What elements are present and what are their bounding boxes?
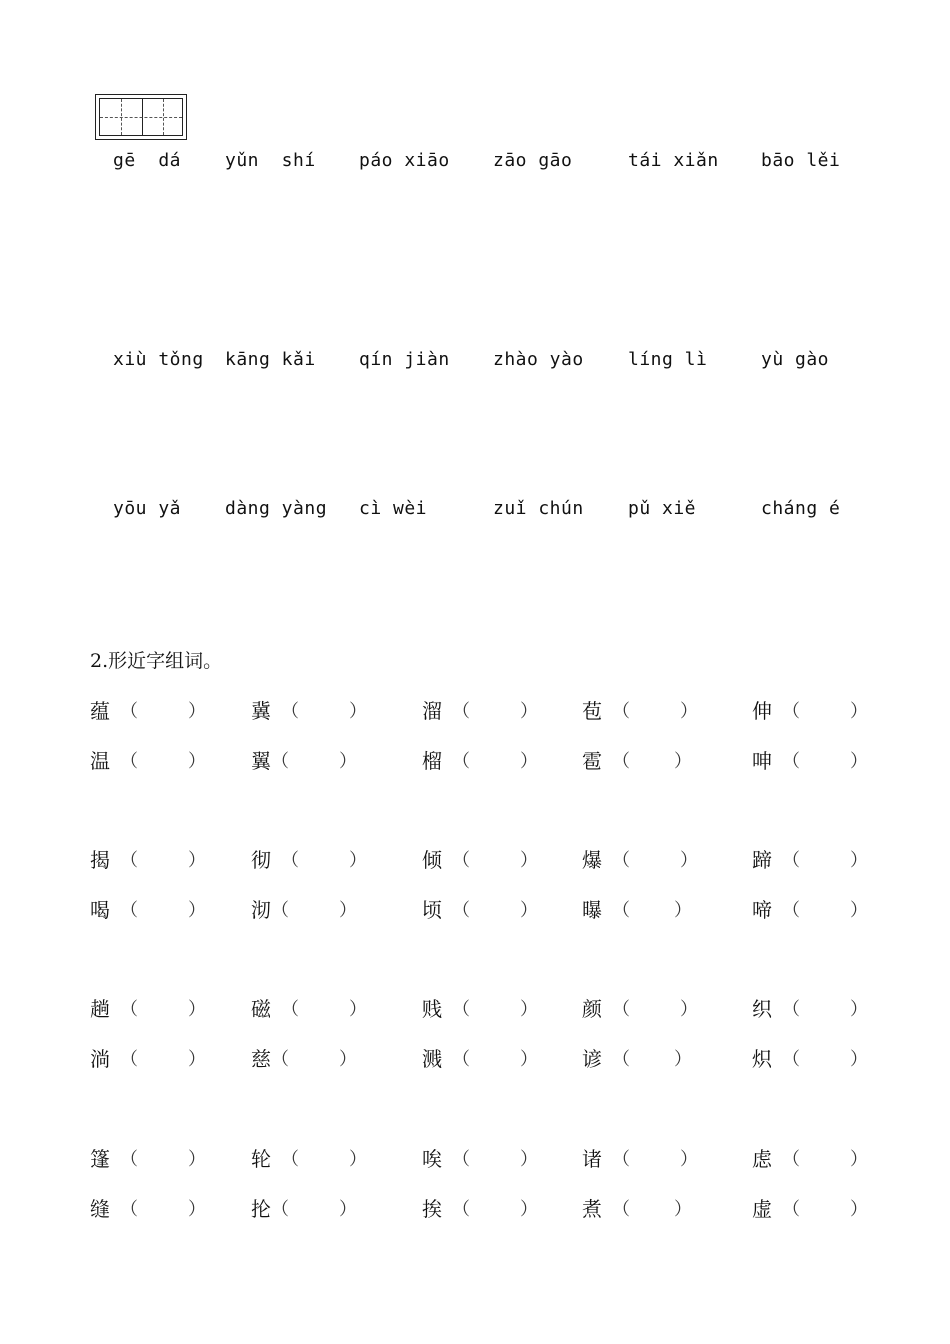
open-paren: （ — [782, 1149, 800, 1170]
close-paren: ） — [850, 1049, 868, 1070]
pinyin-word: yù gào — [761, 349, 830, 370]
answer-blank[interactable] — [299, 995, 345, 1019]
answer-blank[interactable] — [299, 697, 345, 721]
character: 慈 — [251, 1047, 271, 1071]
close-paren: ） — [520, 900, 538, 921]
open-paren: （ — [120, 1199, 138, 1220]
open-paren: （ — [612, 900, 630, 921]
close-paren: ） — [850, 751, 868, 772]
close-paren: ） — [850, 1199, 868, 1220]
answer-blank[interactable] — [630, 1045, 676, 1069]
character: 溜 — [422, 699, 442, 723]
pinyin-word: tái xiǎn — [628, 150, 719, 171]
open-paren: （ — [612, 999, 630, 1020]
open-paren: （ — [120, 1149, 138, 1170]
character: 磁 — [251, 997, 271, 1021]
answer-blank[interactable] — [800, 995, 846, 1019]
word-blank-item — [582, 745, 692, 774]
character: 彻 — [251, 848, 271, 872]
pinyin-word: bāo lěi — [761, 150, 841, 171]
answer-blank[interactable] — [630, 995, 676, 1019]
character: 趟 — [90, 997, 110, 1021]
open-paren: （ — [612, 1049, 630, 1070]
character: 顷 — [422, 898, 442, 922]
character: 贱 — [422, 997, 442, 1021]
close-paren: ） — [520, 850, 538, 871]
open-paren: （ — [782, 1199, 800, 1220]
character: 诸 — [582, 1147, 602, 1171]
open-paren: （ — [271, 751, 289, 772]
answer-blank[interactable] — [630, 846, 676, 870]
character: 虑 — [752, 1147, 772, 1171]
word-blank-item — [752, 745, 868, 774]
close-paren: ） — [850, 999, 868, 1020]
pinyin-word: zuǐ chún — [493, 498, 584, 519]
open-paren: （ — [612, 850, 630, 871]
word-blank-item — [90, 745, 206, 774]
word-blank-item — [422, 695, 538, 724]
open-paren: （ — [782, 1049, 800, 1070]
word-blank-item — [752, 1043, 868, 1072]
word-blank-item — [422, 745, 538, 774]
close-paren: ） — [349, 999, 367, 1020]
open-paren: （ — [281, 701, 299, 722]
answer-blank[interactable] — [138, 1145, 184, 1169]
word-blank-item — [582, 894, 692, 923]
character: 虚 — [752, 1197, 772, 1221]
close-paren: ） — [188, 850, 206, 871]
character: 缝 — [90, 1197, 110, 1221]
character: 揭 — [90, 848, 110, 872]
word-blank-item — [422, 1143, 538, 1172]
open-paren: （ — [782, 900, 800, 921]
close-paren: ） — [349, 850, 367, 871]
word-blank-item — [752, 695, 868, 724]
word-blank-item — [582, 1143, 698, 1172]
close-paren: ） — [850, 1149, 868, 1170]
word-blank-item — [90, 1193, 206, 1222]
pinyin-word: dàng yàng — [225, 498, 328, 519]
character: 冀 — [251, 699, 271, 723]
close-paren: ） — [188, 900, 206, 921]
word-blank-item — [582, 844, 698, 873]
answer-blank[interactable] — [138, 995, 184, 1019]
close-paren: ） — [349, 701, 367, 722]
section-2-title: 2.形近字组词。 — [90, 650, 223, 672]
close-paren: ） — [674, 1049, 692, 1070]
close-paren: ） — [850, 701, 868, 722]
open-paren: （ — [120, 850, 138, 871]
word-blank-item — [582, 1193, 692, 1222]
word-blank-item — [752, 1193, 868, 1222]
open-paren: （ — [452, 1149, 470, 1170]
pinyin-word: pǔ xiě — [628, 498, 697, 519]
word-blank-item — [422, 844, 538, 873]
word-blank-item — [90, 844, 206, 873]
open-paren: （ — [271, 1049, 289, 1070]
word-blank-item — [582, 1043, 692, 1072]
character: 抡 — [251, 1197, 271, 1221]
pinyin-word: páo xiāo — [359, 150, 450, 171]
open-paren: （ — [782, 850, 800, 871]
answer-blank[interactable] — [800, 846, 846, 870]
answer-blank[interactable] — [630, 896, 676, 920]
character: 煮 — [582, 1197, 602, 1221]
close-paren: ） — [339, 751, 357, 772]
open-paren: （ — [281, 1149, 299, 1170]
answer-blank[interactable] — [138, 896, 184, 920]
open-paren: （ — [120, 751, 138, 772]
character: 颜 — [582, 997, 602, 1021]
word-blank-item — [422, 1193, 538, 1222]
close-paren: ） — [850, 850, 868, 871]
open-paren: （ — [120, 999, 138, 1020]
character: 唉 — [422, 1147, 442, 1171]
character: 伸 — [752, 699, 772, 723]
answer-blank[interactable] — [138, 846, 184, 870]
open-paren: （ — [120, 701, 138, 722]
word-blank-item — [251, 745, 357, 774]
close-paren: ） — [188, 999, 206, 1020]
character: 挨 — [422, 1197, 442, 1221]
answer-blank[interactable] — [800, 697, 846, 721]
answer-blank[interactable] — [470, 1145, 516, 1169]
character: 谚 — [582, 1047, 602, 1071]
close-paren: ） — [520, 1049, 538, 1070]
pinyin-word: cì wèi — [359, 498, 428, 519]
character: 沏 — [251, 898, 271, 922]
word-blank-item — [90, 695, 206, 724]
close-paren: ） — [520, 751, 538, 772]
open-paren: （ — [612, 751, 630, 772]
open-paren: （ — [612, 701, 630, 722]
pinyin-word: zāo gāo — [493, 150, 573, 171]
answer-blank[interactable] — [630, 1195, 676, 1219]
character: 织 — [752, 997, 772, 1021]
open-paren: （ — [782, 751, 800, 772]
answer-blank[interactable] — [470, 995, 516, 1019]
answer-blank[interactable] — [800, 1045, 846, 1069]
word-blank-item — [251, 1193, 357, 1222]
answer-blank[interactable] — [470, 747, 516, 771]
close-paren: ） — [188, 1049, 206, 1070]
open-paren: （ — [452, 900, 470, 921]
open-paren: （ — [612, 1149, 630, 1170]
close-paren: ） — [680, 999, 698, 1020]
close-paren: ） — [680, 1149, 698, 1170]
answer-blank[interactable] — [800, 1145, 846, 1169]
close-paren: ） — [188, 1199, 206, 1220]
pinyin-word: xiù tǒng — [113, 349, 204, 370]
character: 倾 — [422, 848, 442, 872]
answer-blank[interactable] — [138, 1195, 184, 1219]
close-paren: ） — [674, 1199, 692, 1220]
open-paren: （ — [271, 1199, 289, 1220]
answer-blank[interactable] — [800, 1195, 846, 1219]
word-blank-item — [251, 1143, 367, 1172]
character: 苞 — [582, 699, 602, 723]
close-paren: ） — [520, 1149, 538, 1170]
word-blank-item — [251, 1043, 357, 1072]
word-blank-item — [582, 993, 698, 1022]
open-paren: （ — [120, 1049, 138, 1070]
open-paren: （ — [452, 1049, 470, 1070]
word-blank-item — [90, 894, 206, 923]
answer-blank[interactable] — [630, 747, 676, 771]
answer-blank[interactable] — [138, 747, 184, 771]
answer-blank[interactable] — [299, 1145, 345, 1169]
word-blank-item — [422, 894, 538, 923]
open-paren: （ — [452, 701, 470, 722]
pinyin-word: zhào yào — [493, 349, 584, 370]
open-paren: （ — [281, 999, 299, 1020]
word-blank-item — [582, 695, 698, 724]
word-blank-item — [251, 993, 367, 1022]
close-paren: ） — [188, 751, 206, 772]
answer-blank[interactable] — [470, 1195, 516, 1219]
open-paren: （ — [281, 850, 299, 871]
word-blank-item — [422, 1043, 538, 1072]
open-paren: （ — [782, 999, 800, 1020]
close-paren: ） — [520, 701, 538, 722]
answer-blank[interactable] — [470, 846, 516, 870]
character: 轮 — [251, 1147, 271, 1171]
answer-blank[interactable] — [470, 896, 516, 920]
answer-blank[interactable] — [470, 697, 516, 721]
character: 篷 — [90, 1147, 110, 1171]
character: 雹 — [582, 749, 602, 773]
character: 啼 — [752, 898, 772, 922]
word-blank-item — [251, 695, 367, 724]
answer-blank[interactable] — [800, 747, 846, 771]
close-paren: ） — [339, 1199, 357, 1220]
pinyin-word: líng lì — [628, 349, 708, 370]
open-paren: （ — [452, 850, 470, 871]
word-blank-item — [90, 993, 206, 1022]
word-blank-item — [752, 844, 868, 873]
pinyin-word: qín jiàn — [359, 349, 450, 370]
word-blank-item — [251, 844, 367, 873]
word-blank-item — [752, 993, 868, 1022]
close-paren: ） — [349, 1149, 367, 1170]
character: 温 — [90, 749, 110, 773]
close-paren: ） — [188, 701, 206, 722]
close-paren: ） — [520, 1199, 538, 1220]
open-paren: （ — [271, 900, 289, 921]
character: 呻 — [752, 749, 772, 773]
open-paren: （ — [452, 1199, 470, 1220]
close-paren: ） — [674, 751, 692, 772]
pinyin-word: yōu yǎ — [113, 498, 182, 519]
open-paren: （ — [120, 900, 138, 921]
character: 溅 — [422, 1047, 442, 1071]
character: 曝 — [582, 898, 602, 922]
word-blank-item — [90, 1043, 206, 1072]
character: 淌 — [90, 1047, 110, 1071]
answer-blank[interactable] — [470, 1045, 516, 1069]
open-paren: （ — [452, 751, 470, 772]
answer-blank[interactable] — [630, 697, 676, 721]
character: 蕴 — [90, 699, 110, 723]
open-paren: （ — [782, 701, 800, 722]
close-paren: ） — [339, 900, 357, 921]
pinyin-word: yǔn shí — [225, 150, 316, 171]
close-paren: ） — [339, 1049, 357, 1070]
character: 翼 — [251, 749, 271, 773]
word-blank-item — [752, 894, 868, 923]
open-paren: （ — [612, 1199, 630, 1220]
close-paren: ） — [188, 1149, 206, 1170]
close-paren: ） — [674, 900, 692, 921]
answer-blank[interactable] — [138, 1045, 184, 1069]
pinyin-word: cháng é — [761, 498, 841, 519]
pinyin-word: kāng kǎi — [225, 349, 316, 370]
character: 榴 — [422, 749, 442, 773]
character: 喝 — [90, 898, 110, 922]
character: 炽 — [752, 1047, 772, 1071]
word-blank-item — [251, 894, 357, 923]
close-paren: ） — [520, 999, 538, 1020]
pinyin-word: gē dá — [113, 150, 182, 171]
answer-blank[interactable] — [138, 697, 184, 721]
close-paren: ） — [680, 701, 698, 722]
answer-blank[interactable] — [299, 846, 345, 870]
character: 爆 — [582, 848, 602, 872]
character: 蹄 — [752, 848, 772, 872]
close-paren: ） — [680, 850, 698, 871]
word-blank-item — [90, 1143, 206, 1172]
word-blank-item — [752, 1143, 868, 1172]
word-blank-item — [422, 993, 538, 1022]
tianzige-writing-box — [95, 94, 187, 140]
answer-blank[interactable] — [630, 1145, 676, 1169]
open-paren: （ — [452, 999, 470, 1020]
close-paren: ） — [850, 900, 868, 921]
answer-blank[interactable] — [800, 896, 846, 920]
